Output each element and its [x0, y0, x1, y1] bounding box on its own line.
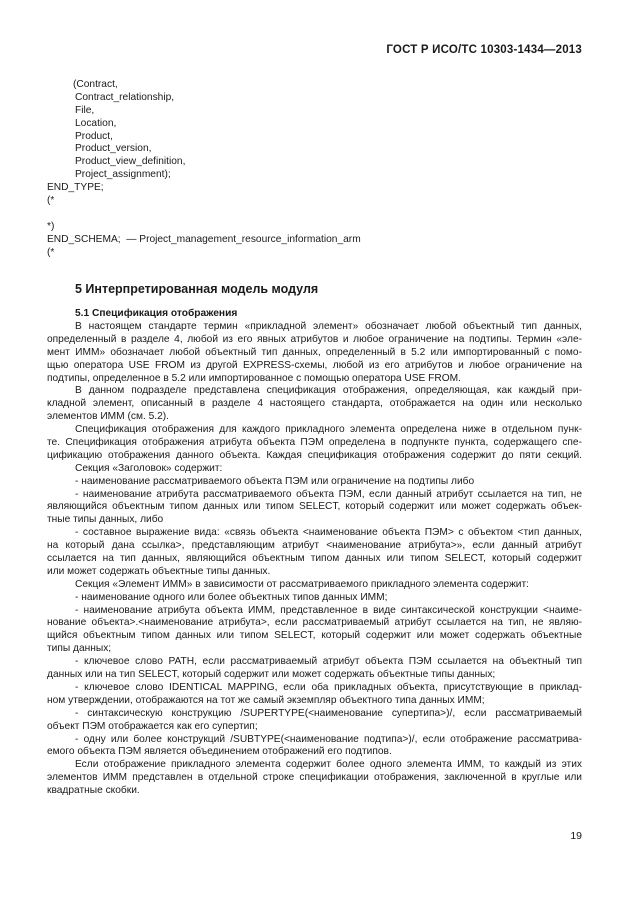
text-line: цификацию отображения данного объекта. Каждая спецификация отображения содержит до пяти секций. [47, 449, 582, 461]
code-line: Product, [75, 130, 113, 142]
code-line: Product_view_definition, [75, 156, 186, 168]
code-line: (* [47, 195, 55, 207]
text-line: Если отображение прикладного элемента содержит более одного элемента ИММ, то каждый из этих [75, 759, 582, 771]
text-line: Секция «Заголовок» содержит: [75, 462, 223, 474]
text-line: - составное выражение вида: «связь объекта <наименование объекта ПЭМ> с объектом <тип данных, [75, 527, 582, 539]
text-line: - наименование рассматриваемого объекта ПЭМ или ограничение на подтипы либо [75, 475, 475, 487]
text-line: данных или на тип SELECT, который содержит или может содержать объектные типы данных; [47, 669, 496, 681]
text-line: являющийся объектным типом данных или типом SELECT, который содержит или может содержать объек- [47, 501, 582, 513]
code-line: Product_version, [75, 143, 152, 155]
text-line: - наименование атрибута объекта ИММ, представленное в виде синтаксической конструкции <наиме- [75, 604, 582, 616]
text-line: квадратные скобки. [47, 785, 140, 797]
document-header: ГОСТ Р ИСО/ТС 10303-1434—2013 [386, 44, 582, 56]
express-code-block [47, 79, 587, 259]
page-number: 19 [570, 830, 582, 842]
text-line: - ключевое слово PATH, если рассматриваемый атрибут объекта ПЭМ ссылается на объектный тип [75, 656, 582, 668]
text-line: или может содержать объектные типы данных. [47, 565, 271, 577]
text-line: - ключевое слово IDENTICAL MAPPING, если оба прикладных объекта, присутствующие в приклад- [75, 681, 582, 693]
code-line: File, [75, 104, 95, 116]
text-line: ном утверждении, отображаются на тот же самый экземпляр объектного типа данных ИММ; [47, 694, 485, 706]
text-line: тные типы данных, либо [47, 514, 164, 526]
text-line: - наименование одного или более объектных типов данных ИММ; [75, 591, 388, 603]
text-line: щийся объектным типом данных или типом SELECT, который содержит или может содержать объектные [47, 630, 582, 642]
text-line: элементов ИММ (см. 5.2). [47, 411, 170, 423]
subsection-heading: 5.1 Спецификация отображения [75, 308, 238, 319]
text-line: В настоящем стандарте термин «прикладной элемент» обозначает любой объектный тип данных, [75, 321, 582, 332]
text-line: на который дана ссылка>, представляющим атрибут <наименование атрибута>», если данный атрибут [47, 540, 582, 552]
text-line: элементов ИММ представлен в отдельной строке спецификации отображения, заключенной в круглые или [47, 772, 582, 784]
code-line: Contract_relationship, [75, 91, 175, 103]
text-line: - наименование атрибута рассматриваемого объекта ПЭМ, если данный атрибут ссылается на тип, не [75, 488, 582, 500]
text-line: нование объекта>.<наименование атрибута>, если рассматриваемый атрибут ссылается на тип, не являю- [47, 617, 582, 629]
text-line: типы данных; [47, 643, 112, 655]
text-line: объект ПЭМ отображается как его супертип; [47, 720, 258, 732]
text-line: кладной элемент, описанный в разделе 4 настоящего стандарта, отображается на один или несколько [47, 398, 582, 410]
code-line: END_SCHEMA; — Project_management_resource_information_arm [47, 233, 361, 245]
code-line [47, 208, 587, 221]
code-line: Project_assignment); [75, 169, 171, 181]
text-line: те. Спецификация отображения атрибута объекта ПЭМ определена в подпункте пункта, содержащего спе- [47, 437, 582, 449]
text-line: Спецификация отображения для каждого прикладного элемента определена ниже в отдельном пунк- [75, 424, 582, 436]
code-line: (Contract, [73, 79, 118, 90]
code-line: END_TYPE; [47, 182, 104, 194]
text-line: - синтаксическую конструкцию /SUPERTYPE(<наименование супертипа>)/, если рассматриваемый [75, 707, 582, 719]
text-line: - одну или более конструкций /SUBTYPE(<наименование подтипа>)/, если отображение рассматрива- [75, 733, 582, 745]
code-line: (* [47, 246, 55, 258]
text-line: щью оператора USE FROM из другой EXPRESS-схемы, любой из его атрибутов и любое ограничение на [47, 359, 582, 371]
text-line: определенный в разделе 4, любой из его явных атрибутов и любое ограничение на подтипы. Термин «эле- [47, 333, 582, 345]
code-line: *) [47, 220, 55, 232]
section-heading: 5 Интерпретированная модель модуля [75, 282, 319, 296]
text-line: емого объекта ПЭМ является объединением отображений его подтипов. [47, 746, 392, 758]
text-line: мент ИММ» обозначает любой объектный тип данных, определенный в 5.2 или импортированный с помо- [47, 346, 582, 358]
section-body [47, 308, 582, 798]
text-line: подтипы, определенное в 5.2 или импортированное с помощью оператора USE FROM. [47, 372, 461, 384]
text-line: Секция «Элемент ИММ» в зависимости от рассматриваемого прикладного элемента содержит: [75, 578, 529, 590]
text-line: ссылается на тип данных, являющийся объектным типом данных или типом SELECT, который содержит [47, 553, 582, 565]
text-line: В данном подразделе представлена спецификация отображения, определяющая, как каждый при- [75, 385, 582, 397]
code-line: Location, [75, 117, 117, 129]
